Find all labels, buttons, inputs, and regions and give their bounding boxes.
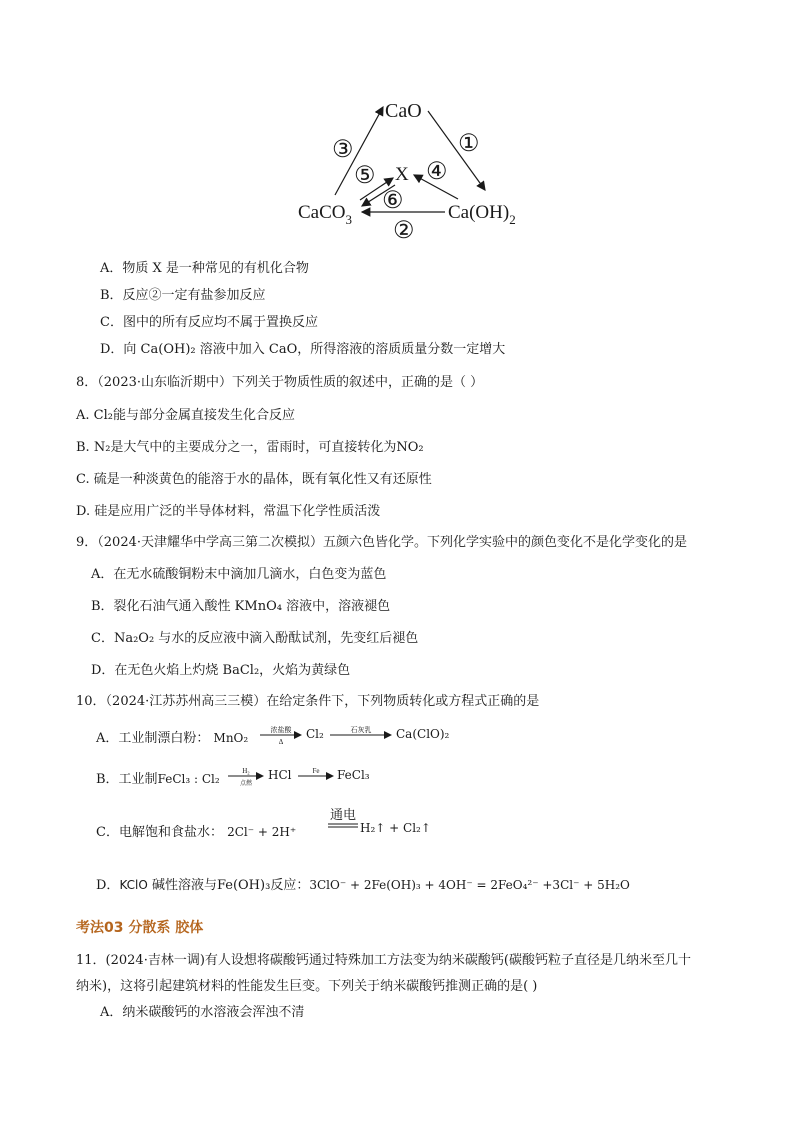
node-cao: CaO: [385, 100, 422, 122]
q7-option-c: C．图中的所有反应均不属于置换反应: [100, 315, 318, 330]
q7-option-a: A．物质 X 是一种常见的有机化合物: [100, 261, 309, 276]
q10-a-arrow1-bottom: Δ: [278, 738, 284, 746]
q8-option-d: D. 硅是应用广泛的半导体材料，常温下化学性质活泼: [76, 504, 381, 519]
q10-a-product: Ca(ClO)₂: [396, 727, 450, 741]
q8-option-c: C. 硫是一种淡黄色的能溶于水的晶体，既有氧化性又有还原性: [76, 472, 432, 487]
q10-d-kclo: KClO: [119, 878, 148, 892]
label-r3: ③: [332, 137, 354, 163]
q10-d-prefix: D．: [96, 878, 120, 893]
q10-a-cl2: Cl₂: [306, 727, 324, 741]
q11-stem-line1: 11．(2024·吉林一调)有人设想将碳酸钙通过特殊加工方法变为纳米碳酸钙(碳酸钙粒子直径是几纳米至几十: [76, 953, 691, 968]
q11-option-a: A．纳米碳酸钙的水溶液会浑浊不清: [100, 1005, 305, 1020]
label-r4: ④: [426, 159, 448, 185]
q8-option-b: B. N₂是大气中的主要成分之一，雷雨时，可直接转化为NO₂: [76, 440, 424, 455]
q10-b-hcl: HCl: [268, 768, 292, 782]
label-r5: ⑤: [354, 163, 376, 189]
q10-c-cond-text: 通电: [329, 808, 357, 823]
q10-d-equation: 3ClO⁻ + 2Fe(OH)₃ + 4OH⁻ = 2FeO₄²⁻ +3Cl⁻ + 5H₂O: [309, 878, 630, 892]
q9-option-b: B．裂化石油气通入酸性 KMnO₄ 溶液中，溶液褪色: [91, 599, 391, 614]
q7-option-d: D．向 Ca(OH)₂ 溶液中加入 CaO，所得溶液的溶质质量分数一定增大: [100, 342, 506, 357]
node-caoh2: $Ca(OH)_2$: [448, 202, 516, 227]
q10-a-arrow2-top: 石灰乳: [350, 726, 372, 734]
q10-b-fecl3: FeCl₃ : Cl₂: [157, 772, 220, 786]
q9-option-a: A．在无水硫酸铜粉末中滴加几滴水，白色变为蓝色: [91, 567, 387, 582]
q10-a-arrow2: [328, 724, 394, 746]
q10-b-arrow2-top: Fe: [312, 767, 320, 775]
q9-stem: 9．（2024·天津耀华中学高三第二次模拟）五颜六色皆化学。下列化学实验中的颜色变化不是化学变化的是: [76, 535, 687, 550]
node-caco3: CaCO$_3$: [298, 202, 352, 227]
q10-option-a: [96, 727, 248, 746]
q10-c-prefix: C．电解饱和食盐水：: [96, 825, 223, 840]
q10-c-right: H₂↑ + Cl₂↑: [360, 821, 431, 835]
q10-option-b: [96, 768, 220, 787]
q8-option-a: A. Cl₂能与部分金属直接发生化合反应: [76, 408, 295, 423]
q9-option-c: C．Na₂O₂ 与水的反应液中滴入酚酞试剂，先变红后褪色: [91, 631, 419, 646]
q10-a-prefix: A．工业制漂白粉：: [96, 731, 210, 746]
q10-option-c: [96, 821, 296, 840]
q8-stem: 8．（2023·山东临沂期中）下列关于物质性质的叙述中，正确的是（ ）: [76, 375, 484, 390]
q10-b-arrow1-top: H₂: [242, 767, 250, 775]
node-x: X: [395, 164, 409, 185]
q10-b-arrow2: [296, 765, 336, 787]
q9-option-d: D．在无色火焰上灼烧 BaCl₂，火焰为黄绿色: [91, 663, 351, 678]
q10-b-arrow1-bottom: 点燃: [239, 781, 253, 787]
q10-c-condition: [326, 806, 360, 836]
q10-b-product: FeCl₃: [337, 768, 370, 782]
q10-a-arrow1: [258, 724, 304, 746]
q10-d-after: 反应：: [270, 878, 310, 893]
q10-stem: 10．（2024·江苏苏州高三三模）在给定条件下，下列物质转化或方程式正确的是: [76, 694, 540, 709]
q11-stem-line2: 纳米)，这将引起建筑材料的性能发生巨变。下列关于纳米碳酸钙推测正确的是( ): [76, 979, 538, 994]
reaction-diagram: [290, 95, 540, 245]
q10-option-d: [96, 874, 630, 893]
label-r2: ②: [393, 218, 415, 244]
section-title: 考法03 分散系 胶体: [76, 920, 204, 936]
q10-c-left: 2Cl⁻ + 2H⁺: [227, 825, 297, 839]
label-r1: ①: [458, 131, 480, 157]
q10-d-mid: 碱性溶液与: [147, 878, 217, 893]
q10-d-feoh3: Fe(OH)₃: [216, 878, 271, 893]
q10-a-mno2: MnO₂: [213, 731, 249, 745]
q7-option-b: B．反应②一定有盐参加反应: [100, 288, 266, 303]
q10-a-arrow1-top: 浓盐酸: [270, 726, 292, 734]
label-r6: ⑥: [382, 188, 404, 214]
q10-b-arrow1: [226, 765, 266, 787]
q10-b-prefix: B．工业制: [96, 772, 158, 787]
